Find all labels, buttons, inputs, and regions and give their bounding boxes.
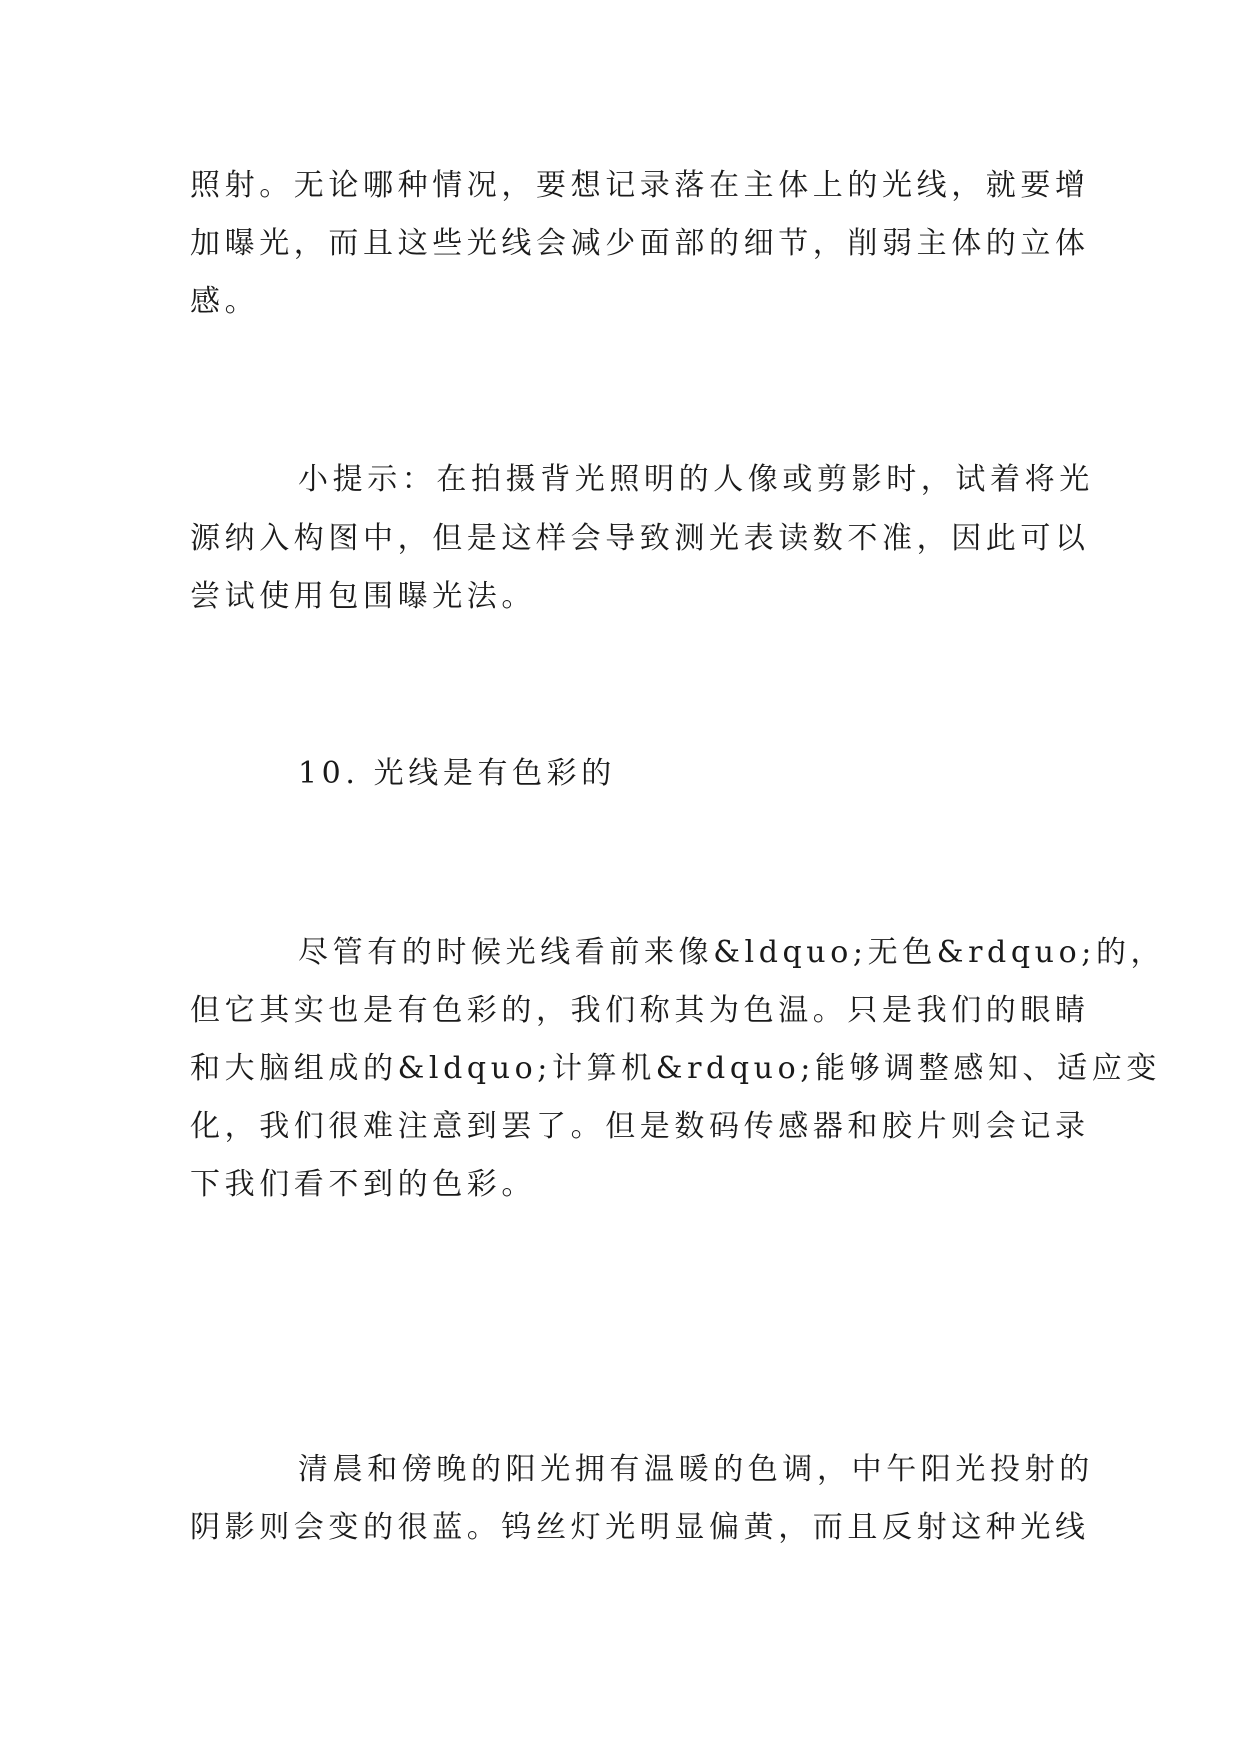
section-heading: 10. 光线是有色彩的 (298, 756, 616, 791)
paragraph-4-line-1: 尽管有的时候光线看前来像&ldquo;无色&rdquo;的， (298, 935, 1166, 970)
tip-paragraph-line-1: 小提示：在拍摄背光照明的人像或剪影时，试着将光 (298, 462, 1094, 497)
paragraph-4-line-2: 但它其实也是有色彩的，我们称其为色温。只是我们的眼睛 (190, 993, 1090, 1028)
paragraph-5-line-2: 阴影则会变的很蓝。钨丝灯光明显偏黄，而且反射这种光线 (190, 1510, 1090, 1545)
paragraph-4-line-3: 和大脑组成的&ldquo;计算机&rdquo;能够调整感知、适应变 (190, 1051, 1161, 1086)
paragraph-4-line-5: 下我们看不到的色彩。 (190, 1167, 536, 1202)
paragraph-5-line-1: 清晨和傍晚的阳光拥有温暖的色调，中午阳光投射的 (298, 1452, 1094, 1487)
paragraph-1-line-2: 加曝光，而且这些光线会减少面部的细节，削弱主体的立体 (190, 226, 1090, 261)
paragraph-4-line-4: 化，我们很难注意到罢了。但是数码传感器和胶片则会记录 (190, 1109, 1090, 1144)
tip-paragraph-line-2: 源纳入构图中，但是这样会导致测光表读数不准，因此可以 (190, 521, 1090, 556)
paragraph-1-line-1: 照射。无论哪种情况，要想记录落在主体上的光线，就要增 (190, 168, 1090, 203)
paragraph-1-line-3: 感。 (190, 284, 260, 319)
tip-paragraph-line-3: 尝试使用包围曝光法。 (190, 579, 536, 614)
